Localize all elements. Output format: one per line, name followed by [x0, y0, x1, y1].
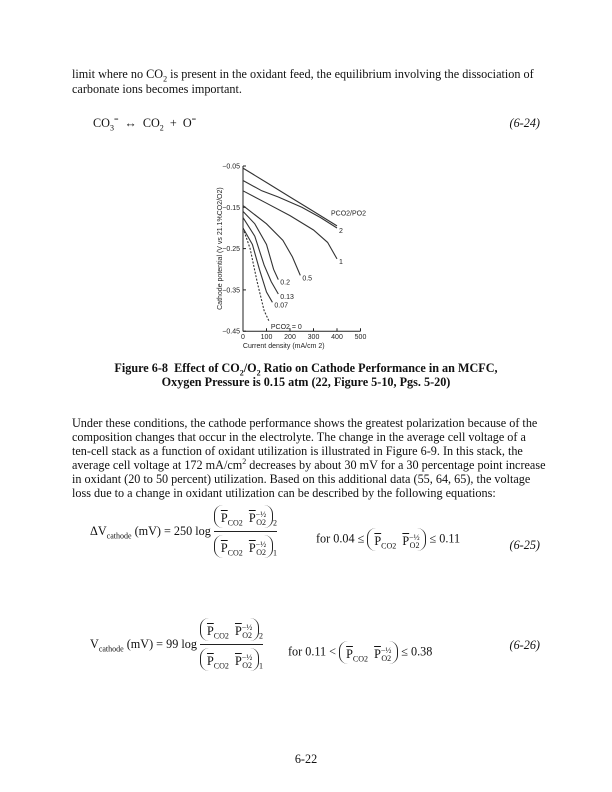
paragraph-line-1: Under these conditions, the cathode performance shows the greatest polarization because of the: [72, 416, 538, 430]
y-tick-label: −0.25: [222, 246, 240, 254]
equation-number-6-25: (6-25): [509, 538, 540, 552]
series-label: 2: [339, 227, 343, 235]
x-axis-label: Current density (mA/cm 2): [242, 343, 325, 351]
figure-caption-line-2: Oxygen Pressure is 0.15 atm (22, Figure 5-10, Pgs. 5-20): [161, 375, 451, 389]
paragraph-line-5: in oxidant (20 to 50 percent) utilization. Based on this additional data (55, 64, 65), the voltage: [72, 472, 531, 486]
series-label: 0.5: [302, 275, 313, 283]
ratio-fraction: $\frac{\overline{P}_{CO2} \overline{P}^{-\frac{1}{2}}_{O2} _2}{\overline{P}_{CO2} \overline{P}^{-\frac{1}{2}}_{O2} _1}$: [200, 618, 263, 671]
equation-number-6-26: (6-26): [509, 638, 540, 652]
partial-pressure-term: $\overline{P}_{CO2}$ $\overline{P}^{-\frac{1}{2}}_{O2}$: [200, 618, 259, 641]
condition-6-25: for $0.04 \le \overline{P}_{CO2}$ $\overline{P}^{-\frac{1}{2}}_{O2} \le 0.11$: [316, 528, 460, 551]
series-line: [243, 168, 337, 226]
paragraph-line-2: composition changes that occur in the electrolyte. The change in the average cell voltage of a: [72, 430, 526, 444]
partial-pressure-term: $\overline{P}_{CO2}$ $\overline{P}^{-\frac{1}{2}}_{O2}$: [367, 528, 426, 551]
series-line: [243, 191, 337, 259]
equation-6-24: $CO_3^=$ ↔ $CO_2 + O^=$: [93, 114, 197, 133]
x-tick-label: 0: [241, 334, 245, 342]
y-axis-label: Cathode potential (V vs 21.1%CO2/O2): [217, 187, 224, 310]
ratio-fraction: $\frac{\overline{P}_{CO2} \overline{P}^{-\frac{1}{2}}_{O2} _2}{\overline{P}_{CO2} \overline{P}^{-\frac{1}{2}}_{O2} _1}$: [214, 505, 277, 558]
intro-line-2: carbonate ions becomes important.: [72, 82, 242, 96]
equation-6-25: $\Delta V_{cathode}$ (mV) = 250 log $\frac{\overline{P}_{CO2} \overline{P}^{-\frac{1}{2}}_{O2} _2}{\overline{P}_{CO2} \overline{P}^{-\frac{1}{2}}_{O2} _1}$: [90, 505, 277, 558]
x-tick-label: 400: [331, 334, 343, 342]
partial-pressure-term: $\overline{P}_{CO2}$ $\overline{P}^{-\frac{1}{2}}_{O2}$: [214, 505, 273, 528]
cathode-performance-chart: [0, 150, 612, 360]
series-label: 1: [339, 258, 343, 266]
paragraph-line-3: ten-cell stack as a function of oxidant utilization is illustrated in Figure 6-9. In this stack, the: [72, 444, 523, 458]
series-line: [243, 218, 278, 294]
equation-6-26: $V_{cathode}$ (mV) = 99 log $\frac{\overline{P}_{CO2} \overline{P}^{-\frac{1}{2}}_{O2} _2}{\overline{P}_{CO2} \overline{P}^{-\frac{1}{2}}_{O2} _1}$: [90, 618, 263, 671]
series-line: [243, 181, 337, 229]
x-tick-label: 500: [354, 334, 367, 342]
x-tick-label: 300: [307, 334, 320, 342]
x-tick-label: 200: [284, 334, 296, 342]
equation-number-6-24: (6-24): [509, 116, 540, 130]
series-label: 0.07: [274, 302, 288, 310]
partial-pressure-term: $\overline{P}_{CO2}$ $\overline{P}^{-\frac{1}{2}}_{O2}$: [214, 535, 273, 558]
y-tick-label: −0.05: [222, 163, 240, 171]
series-label: 0.2: [280, 279, 290, 287]
series-line: [243, 211, 278, 279]
paragraph-line-6: loss due to a change in oxidant utilization can be described by the following equations:: [72, 486, 496, 500]
series-label: PCO2 = 0: [270, 323, 302, 331]
paragraph-line-4: average cell voltage at 172 $mA/cm^2$ decreases by about 30 mV for a 30 percentage point increase: [72, 456, 546, 472]
intro-line-1: limit where no $CO_2$ is present in the oxidant feed, the equilibrium involving the dissociation of: [72, 67, 534, 84]
y-tick-label: −0.45: [222, 328, 240, 336]
partial-pressure-term: $\overline{P}_{CO2}$ $\overline{P}^{-\frac{1}{2}}_{O2}$: [200, 648, 259, 671]
y-tick-label: −0.35: [222, 287, 240, 295]
x-tick-label: 100: [260, 334, 273, 342]
series-label: 0.13: [280, 294, 294, 302]
y-tick-label: −0.15: [222, 204, 240, 212]
legend-title: PCO2/PO2: [331, 210, 367, 218]
partial-pressure-term: $\overline{P}_{CO2}$ $\overline{P}^{-\frac{1}{2}}_{O2}$: [339, 641, 398, 664]
page-number: 6-22: [294, 752, 318, 766]
condition-6-26: for $0.11 < \overline{P}_{CO2}$ $\overline{P}^{-\frac{1}{2}}_{O2} \le 0.38$: [288, 641, 432, 664]
figure-caption-line-1: Figure 6-8 Effect of $CO_2/O_2$ Ratio on Cathode Performance in an MCFC,: [114, 361, 498, 378]
